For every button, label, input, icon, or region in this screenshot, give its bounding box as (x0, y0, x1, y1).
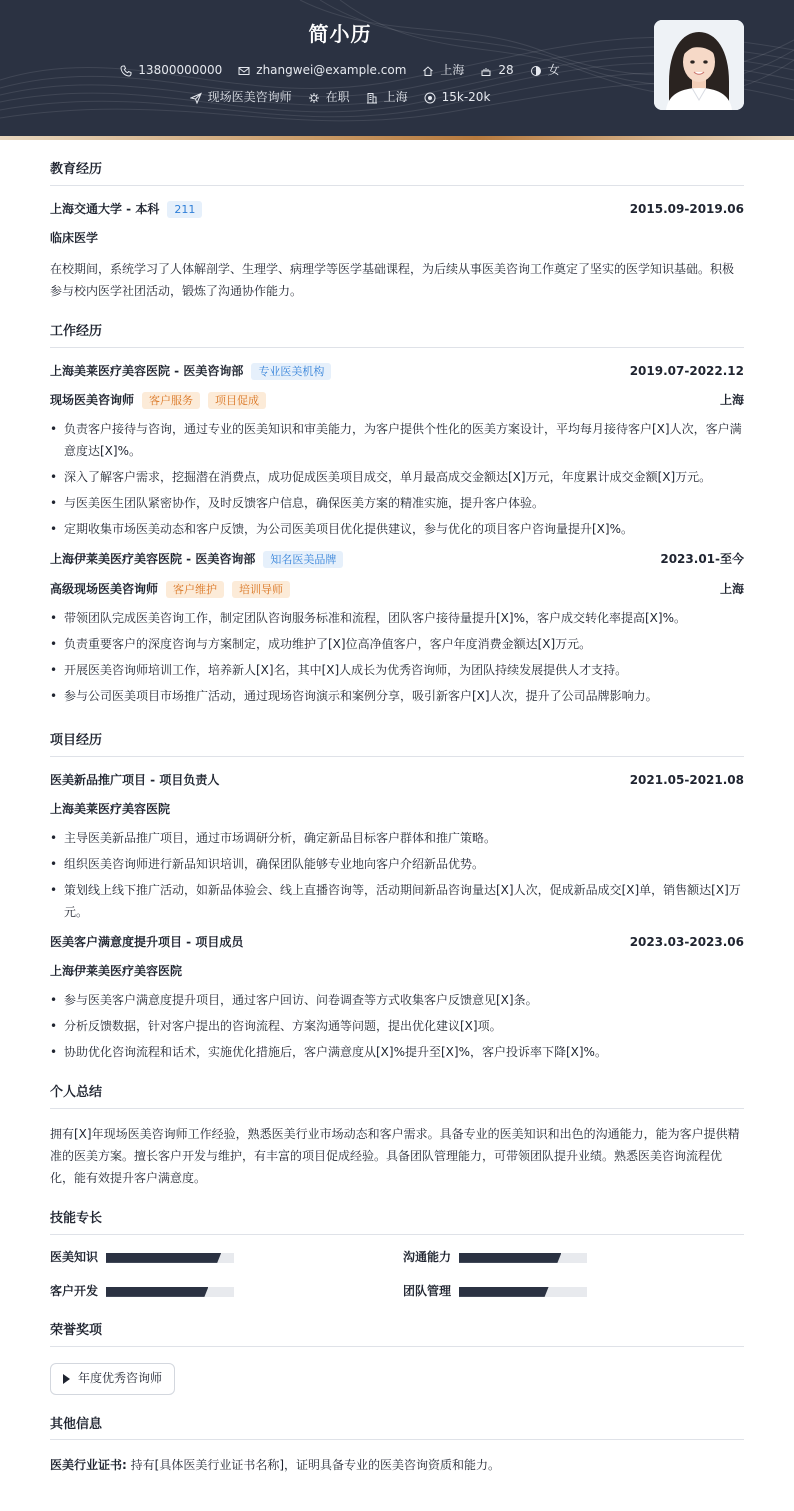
education-date: 2015.09-2019.06 (629, 201, 744, 216)
skill-bar (106, 1253, 234, 1263)
job-header (50, 550, 744, 569)
job-role: 高级现场医美咨询师 (50, 581, 159, 596)
award-label: 年度优秀咨询师 (78, 1371, 163, 1386)
candidate-name: 简小历 (308, 22, 372, 46)
project-header (50, 771, 744, 790)
salary-item (424, 88, 491, 107)
gender-text: 女 (547, 63, 560, 77)
age-item (480, 61, 513, 80)
job-location: 上海 (719, 393, 744, 408)
age-text: 28 (498, 63, 514, 77)
certificate-text: 持有[具体医美行业证书名称]，证明具备专业的医美咨询资质和能力。 (130, 1458, 501, 1473)
skill-item (403, 1249, 744, 1267)
company-tag: 专业医美机构 (251, 363, 331, 380)
age-icon (480, 65, 492, 77)
job-date: 2019.07-2022.12 (629, 363, 744, 378)
skill-level-fill (106, 1287, 208, 1297)
list-item: • 协助优化咨询流程和话术，实施优化措施后，客户满意度从[X]%提升至[X]%，客户投诉率下降[X]%。 (50, 1041, 744, 1063)
position-item (190, 88, 292, 107)
project-org: 上海美莱医疗美容医院 (50, 801, 171, 816)
school-name: 上海交通大学 - 本科 (50, 201, 160, 216)
project-date: 2023.03-2023.06 (629, 934, 744, 949)
email-item (238, 61, 406, 80)
awards-section-title: 荣誉奖项 (50, 1321, 744, 1347)
job-entry (50, 550, 744, 706)
list-item: • 参与医美客户满意度提升项目，通过客户回访、问卷调查等方式收集客户反馈意见[X]条。 (50, 989, 744, 1011)
list-item: • 参与公司医美项目市场推广活动，通过现场咨询演示和案例分享，吸引新客户[X]人次，提升了公司品牌影响力。 (50, 685, 744, 707)
skill-label: 团队管理 (403, 1284, 452, 1299)
role-tag: 项目促成 (208, 392, 266, 409)
job-bullets (50, 418, 744, 540)
company-tag: 知名医美品牌 (263, 551, 343, 568)
project-date: 2021.05-2021.08 (629, 772, 744, 787)
skill-bar (459, 1287, 587, 1297)
award-toggle[interactable] (50, 1363, 175, 1395)
phone-item (120, 61, 222, 80)
summary-text: 拥有[X]年现场医美咨询师工作经验，熟悉医美行业市场动态和客户需求。具备专业的医美知识和出色的沟通能力，能为客户提供精准的医美方案。擅长客户开发与维护，有丰富的项目促成经验。具备团队管理能力，可带领团队提升业绩。熟悉医美咨询流程优化，能有效提升客户满意度。 (50, 1127, 740, 1186)
list-item: • 定期收集市场医美动态和客户反馈，为公司医美项目优化提供建议，参与优化的项目客户咨询量提升[X]%。 (50, 518, 744, 540)
position-text: 现场医美咨询师 (207, 90, 292, 104)
work-section-title: 工作经历 (50, 322, 744, 348)
skill-label: 客户开发 (50, 1284, 99, 1299)
list-item: • 策划线上线下推广活动，如新品体验会、线上直播咨询等，活动期间新品咨询量达[X]人次，促成新品成交[X]单，销售额达[X]万元。 (50, 879, 744, 923)
job-location: 上海 (719, 581, 744, 596)
building-icon (366, 92, 378, 104)
role-tag: 客户维护 (166, 581, 224, 598)
avatar (654, 20, 744, 110)
skill-item (403, 1283, 744, 1301)
job-date: 2023.01-至今 (660, 552, 744, 567)
skill-bar (106, 1287, 234, 1297)
skill-label: 沟通能力 (403, 1250, 452, 1265)
skill-bar (459, 1253, 587, 1263)
gender-icon (530, 65, 542, 77)
send-icon (190, 92, 202, 104)
other-info (50, 1456, 744, 1475)
skill-item (50, 1283, 403, 1301)
project-name: 医美客户满意度提升项目 - 项目成员 (50, 934, 244, 949)
list-item: • 与医美医生团队紧密协作，及时反馈客户信息，确保医美方案的精准实施，提升客户体验。 (50, 492, 744, 514)
skill-level-fill (459, 1253, 561, 1263)
city-text: 上海 (383, 90, 408, 104)
school-tag: 211 (167, 201, 202, 218)
list-item: • 分析反馈数据，针对客户提出的咨询流程、方案沟通等问题，提出优化建议[X]项。 (50, 1015, 744, 1037)
skill-level-fill (459, 1287, 549, 1297)
role-tag: 客户服务 (142, 392, 200, 409)
skills-grid (50, 1249, 744, 1301)
project-bullets (50, 827, 744, 923)
status-icon (308, 92, 320, 104)
resume-header (0, 0, 794, 140)
gender-item (530, 61, 560, 80)
list-item: • 主导医美新品推广项目，通过市场调研分析，确定新品目标客户群体和推广策略。 (50, 827, 744, 849)
skills-section-title: 技能专长 (50, 1209, 744, 1235)
status-item (308, 88, 350, 107)
company-name: 上海美莱医疗美容医院 - 医美咨询部 (50, 363, 244, 378)
location-item (422, 61, 464, 80)
status-text: 在职 (325, 90, 350, 104)
phone-text: 13800000000 (138, 63, 223, 77)
avatar-photo (654, 20, 744, 110)
list-item: • 组织医美咨询师进行新品知识培训，确保团队能够专业地向客户介绍新品优势。 (50, 853, 744, 875)
summary-section-title: 个人总结 (50, 1083, 744, 1109)
job-intent-row (0, 88, 680, 107)
job-entry (50, 362, 744, 540)
project-org: 上海伊莱美医疗美容医院 (50, 964, 183, 979)
projects-section-title: 项目经历 (50, 731, 744, 757)
job-role-row (50, 580, 744, 599)
project-name: 医美新品推广项目 - 项目负责人 (50, 772, 220, 787)
project-bullets (50, 989, 744, 1063)
email-text: zhangwei@example.com (256, 63, 407, 77)
list-item: • 深入了解客户需求，挖掘潜在消费点，成功促成医美项目成交，单月最高成交金额达[X]万元，年度累计成交金额[X]万元。 (50, 466, 744, 488)
major: 临床医学 (50, 230, 99, 245)
list-item: • 带领团队完成医美咨询工作，制定团队咨询服务标准和流程，团队客户接待量提升[X]%，客户成交转化率提高[X]%。 (50, 607, 744, 629)
company-name: 上海伊莱美医疗美容医院 - 医美咨询部 (50, 552, 256, 567)
mail-icon (238, 65, 250, 77)
salary-text: 15k-20k (441, 90, 491, 104)
education-header (50, 200, 744, 219)
certificate-label: 医美行业证书: (50, 1458, 127, 1473)
contact-row (0, 61, 680, 80)
education-section-title: 教育经历 (50, 160, 744, 186)
job-header (50, 362, 744, 381)
skill-label: 医美知识 (50, 1250, 99, 1265)
resume-body (0, 160, 794, 1476)
project-entry (50, 933, 744, 1063)
other-section-title: 其他信息 (50, 1415, 744, 1441)
education-desc: 在校期间，系统学习了人体解剖学、生理学、病理学等医学基础课程，为后续从事医美咨询工作奠定了坚实的医学知识基础。积极参与校内医学社团活动，锻炼了沟通协作能力。 (50, 262, 735, 299)
skill-item (50, 1249, 403, 1267)
job-role: 现场医美咨询师 (50, 393, 135, 408)
home-icon (422, 65, 434, 77)
project-header (50, 933, 744, 952)
caret-right-icon (63, 1374, 70, 1384)
list-item: • 负责客户接待与咨询，通过专业的医美知识和审美能力，为客户提供个性化的医美方案设计，平均每月接待客户[X]人次，客户满意度达[X]%。 (50, 418, 744, 462)
salary-icon (424, 92, 436, 104)
list-item: • 负责重要客户的深度咨询与方案制定，成功维护了[X]位高净值客户，客户年度消费金额达[X]万元。 (50, 633, 744, 655)
phone-icon (120, 65, 132, 77)
location-text: 上海 (440, 63, 465, 77)
list-item: • 开展医美咨询师培训工作，培养新人[X]名，其中[X]人成长为优秀咨询师，为团队持续发展提供人才支持。 (50, 659, 744, 681)
project-entry (50, 771, 744, 923)
job-role-row (50, 391, 744, 410)
header-accent-bar (0, 136, 794, 140)
skill-level-fill (106, 1253, 221, 1263)
job-bullets (50, 607, 744, 707)
city-item (366, 88, 408, 107)
role-tag: 培训导师 (232, 581, 290, 598)
